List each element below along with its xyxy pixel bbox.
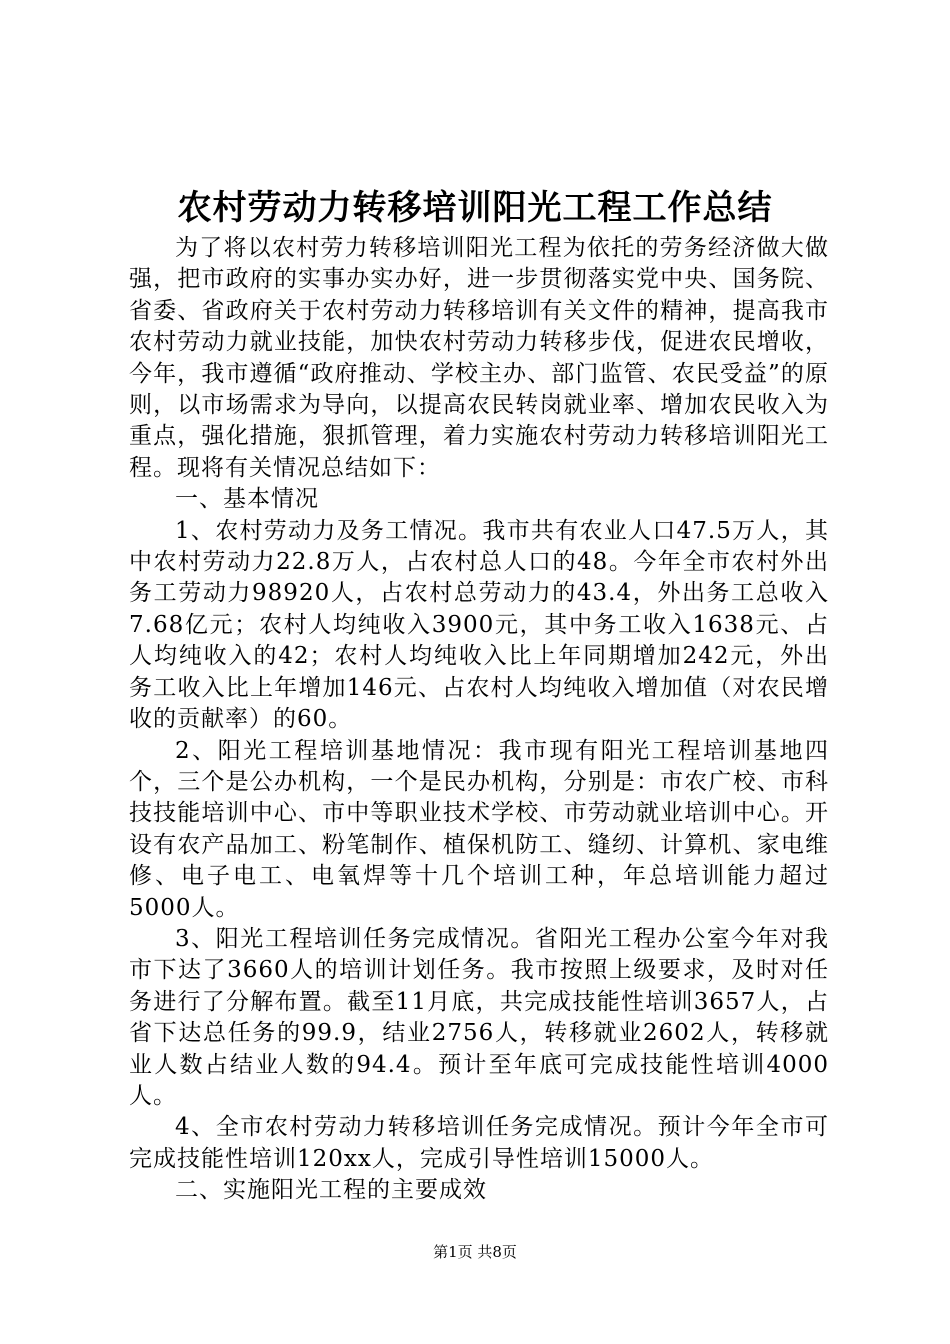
page-total: 共8页 — [477, 1243, 517, 1261]
paragraph-labor-force: 1、农村劳动力及务工情况。我市共有农业人口47.5万人，其中农村劳动力22.8万人，占农村总人口的48。今年全市农村外出务工劳动力98920人，占农村总劳动力的43.4，外出务工总收入7.68亿元；农村人均纯收入3900元，其中务工收入1638元、占人均纯收入的42；农村人均纯收入比上年同期增加242元，外出务工收入比上年增加146元、占农村人均纯收入增加值（对农民增收的贡献率）的60。 — [129, 517, 829, 733]
paragraph-training-bases: 2、阳光工程培训基地情况：我市现有阳光工程培训基地四个，三个是公办机构，一个是民办机构，分别是：市农广校、市科技技能培训中心、市中等职业技术学校、市劳动就业培训中心。开设有农产品加工、粉笔制作、植保机防工、缝纫、计算机、家电维修、电子电工、电氧焊等十几个培训工种，年总培训能力超过5000人。 — [129, 737, 829, 921]
paragraph-task-completion: 3、阳光工程培训任务完成情况。省阳光工程办公室今年对我市下达了3660人的培训计划任务。我市按照上级要求，及时对任务进行了分解布置。截至11月底，共完成技能性培训3657人，占省下达总任务的99.9，结业2756人，转移就业2602人，转移就业人数占结业人数的94.4。预计至年底可完成技能性培训4000人。 — [129, 925, 829, 1109]
page-footer — [0, 1242, 950, 1262]
intro-paragraph: 为了将以农村劳力转移培训阳光工程为依托的劳务经济做大做强，把市政府的实事办实办好，进一步贯彻落实党中央、国务院、省委、省政府关于农村劳动力转移培训有关文件的精神，提高我市农村劳动力就业技能，加快农村劳动力转移步伐，促进农民增收，今年，我市遵循“政府推动、学校主办、部门监管、农民受益”的原则，以市场需求为导向，以提高农民转岗就业率、增加农民收入为重点，强化措施，狠抓管理，着力实施农村劳动力转移培训阳光工程。现将有关情况总结如下： — [129, 235, 829, 481]
section-heading-basic: 一、基本情况 — [175, 486, 319, 513]
paragraph-city-task: 4、全市农村劳动力转移培训任务完成情况。预计今年全市可完成技能性培训120xx人，完成引导性培训15000人。 — [129, 1114, 829, 1172]
section-heading-results: 二、实施阳光工程的主要成效 — [175, 1177, 487, 1204]
document-title: 农村劳动力转移培训阳光工程工作总结 — [177, 188, 773, 228]
document-body — [129, 233, 829, 1207]
page-number: 第1页 — [433, 1243, 473, 1261]
